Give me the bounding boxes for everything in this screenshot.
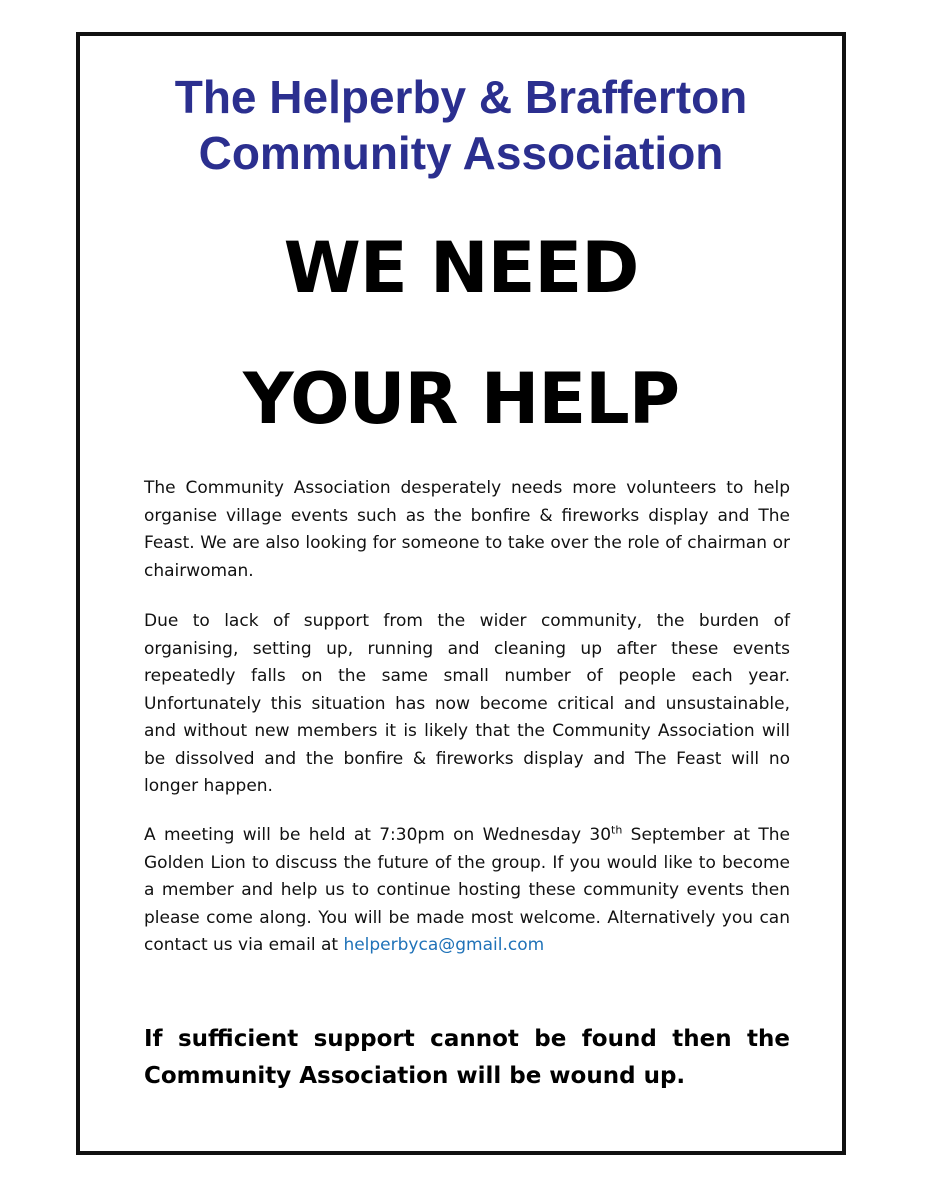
email-link[interactable]: helperbyca@gmail.com (343, 935, 545, 955)
poster-frame (76, 32, 846, 1155)
paragraph-lack-of-support: Due to lack of support from the wider community, the burden of organising, setting up, running and cleaning up after these events repeatedly falls on the same small number of people each year. Unfortunately this situation has now become critical and unsustainable, and without new members it is likely that the Community Association will be dissolved and the bonfire & fireworks display and The Feast will no longer happen. (144, 611, 790, 796)
paragraph-volunteers: The Community Association desperately needs more volunteers to help organise village events such as the bonfire & fireworks display and The Feast. We are also looking for someone to take over the role of chairman or chairwoman. (144, 478, 790, 581)
paragraph-meeting (144, 822, 790, 960)
meeting-text-start: A meeting will be held at 7:30pm on Wednesday 30 (144, 825, 612, 845)
meeting-text-end: September at The Golden Lion to discuss the future of the group. If you would like to become a member and help us to continue hosting these community events then please come along. You will be made most welcome. Alternatively you can contact us via email at (144, 825, 790, 955)
ordinal-suffix: th (611, 823, 623, 837)
headline-line1: WE NEED (283, 227, 639, 309)
org-title-line2: Community Association (198, 127, 724, 179)
warning-text: If sufficient support cannot be found then the Community Association will be wound up. (144, 1026, 790, 1089)
org-title-line1: The Helperby & Brafferton (174, 71, 748, 123)
headline-line2: YOUR HELP (242, 358, 680, 440)
